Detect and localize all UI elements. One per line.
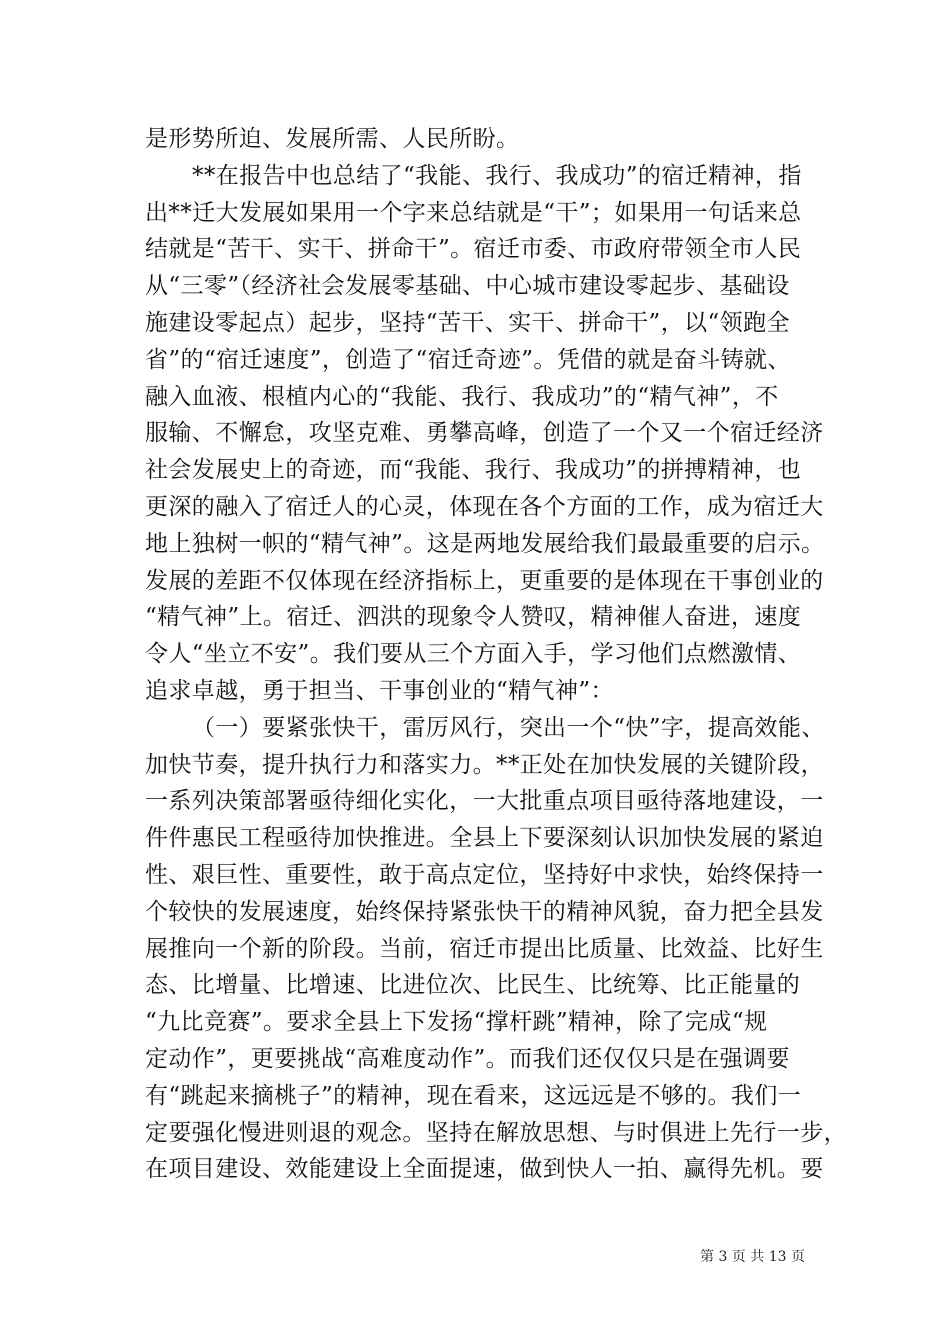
text-line: 更深的融入了宿迁人的心灵，体现在各个方面的工作，成为宿迁大 [145, 493, 824, 520]
text-line: 在项目建设、效能建设上全面提速，做到快人一拍、赢得先机。要 [145, 1156, 824, 1183]
text-line: 施建设零起点）起步，坚持“苦干、实干、拼命干”，以“领跑全 [145, 309, 790, 336]
text-line: 从“三零”（经济社会发展零基础、中心城市建设零起步、基础设 [145, 273, 790, 300]
text-line: 省”的“宿迁速度”，创造了“宿迁奇迹”。凭借的就是奋斗铸就、 [145, 346, 791, 373]
text-line: **在报告中也总结了“我能、我行、我成功”的宿迁精神，指 [192, 162, 802, 189]
text-line: 件件惠民工程亟待加快推进。全县上下要深刻认识加快发展的紧迫 [145, 825, 824, 852]
text-line: 结就是“苦干、实干、拼命干”。宿迁市委、市政府带领全市人民 [145, 236, 802, 263]
text-line: 出**迁大发展如果用一个字来总结就是“干”；如果用一句话来总 [145, 199, 802, 226]
text-line: 社会发展史上的奇迹，而“我能、我行、我成功”的拼搏精神，也 [145, 457, 802, 484]
text-line: 态、比增量、比增速、比进位次、比民生、比统筹、比正能量的 [145, 972, 801, 999]
text-line: 是形势所迫、发展所需、人民所盼。 [145, 126, 520, 152]
text-line: 有“跳起来摘桃子”的精神，现在看来，这远远是不够的。我们一 [145, 1082, 802, 1109]
text-line: 个较快的发展速度，始终保持紧张快干的精神风貌，奋力把全县发 [145, 898, 824, 925]
text-line: 追求卓越，勇于担当、干事创业的“精气神”： [145, 677, 614, 704]
text-line: 发展的差距不仅体现在经济指标上，更重要的是体现在干事创业的 [145, 567, 824, 594]
text-line: “精气神”上。宿迁、泗洪的现象令人赞叹，精神催人奋进，速度 [145, 604, 802, 631]
text-line: （一）要紧张快干，雷厉风行，突出一个“快”字，提高效能、 [192, 714, 825, 741]
text-line: 展推向一个新的阶段。当前，宿迁市提出比质量、比效益、比好生 [145, 935, 824, 962]
text-line: 融入血液、根植内心的“我能、我行、我成功”的“精气神”，不 [145, 383, 779, 410]
page-footer: 第 3 页 共 13 页 [700, 1249, 805, 1265]
text-line: 定要强化慢进则退的观念。坚持在解放思想、与时俱进上先行一步， [145, 1119, 847, 1146]
text-line: “九比竞赛”。要求全县上下发扬“撑杆跳”精神，除了完成“规 [145, 1009, 768, 1036]
text-line: 地上独树一帜的“精气神”。这是两地发展给我们最最重要的启示。 [145, 530, 825, 557]
body-text [145, 121, 847, 1188]
text-line: 定动作”，更要挑战“高难度动作”。而我们还仅仅只是在强调要 [145, 1045, 790, 1072]
text-line: 一系列决策部署亟待细化实化，一大批重点项目亟待落地建设，一 [145, 788, 824, 815]
text-line: 服输、不懈怠，攻坚克难、勇攀高峰，创造了一个又一个宿迁经济 [145, 420, 824, 447]
text-line: 性、艰巨性、重要性，敢于高点定位，坚持好中求快，始终保持一 [145, 861, 824, 888]
text-line: 令人“坐立不安”。我们要从三个方面入手，学习他们点燃激情、 [145, 641, 802, 668]
text-line: 加快节奏，提升执行力和落实力。**正处在加快发展的关键阶段， [145, 751, 824, 778]
